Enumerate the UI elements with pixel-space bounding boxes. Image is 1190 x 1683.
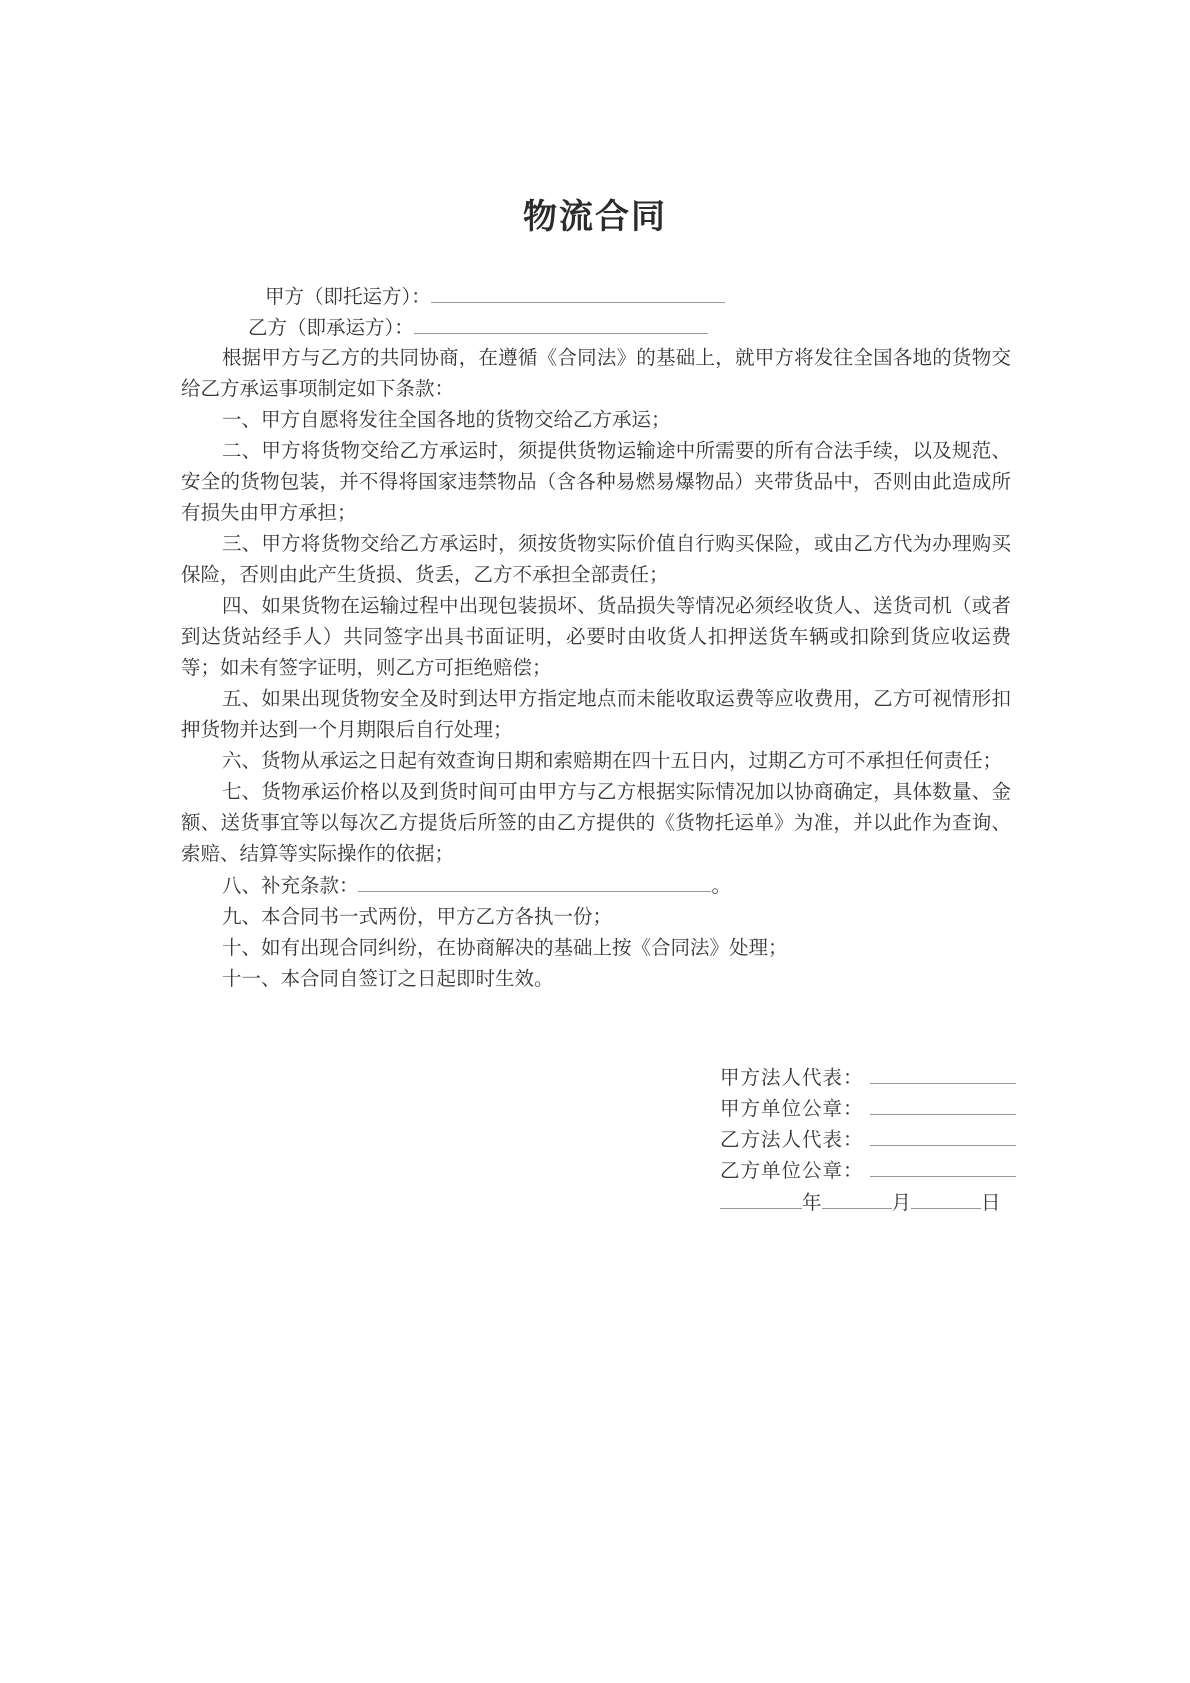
signature-row <box>720 1061 1016 1093</box>
year-field[interactable] <box>720 1186 802 1209</box>
clause-1: 一、甲方自愿将发往全国各地的货物交给乙方承运； <box>221 408 671 431</box>
clause-10: 十、如有出现合同纠纷，在协商解决的基础上按《合同法》处理； <box>221 936 788 959</box>
party-b-label: 乙方（即承运方）： <box>248 316 414 339</box>
contract-body <box>181 342 1011 994</box>
party-a-legal-rep-field[interactable] <box>870 1061 1016 1084</box>
signature-label: 乙方单位公章： <box>720 1159 864 1182</box>
signature-label: 乙方法人代表： <box>720 1128 864 1151</box>
clause-7: 七、货物承运价格以及到货时间可由甲方与乙方根据实际情况加以协商确定，具体数量、金额、送货事宜等以每次乙方提货后所签的由乙方提供的《货物托运单》为准，并以此作为查询、索赔、结算等实际操作的依据； <box>181 780 1011 865</box>
clause-2: 二、甲方将货物交给乙方承运时，须提供货物运输途中所需要的所有合法手续，以及规范、安全的货物包装，并不得将国家违禁物品（含各种易燃易爆物品）夹带货品中，否则由此造成所有损失由甲方承担； <box>181 439 1011 524</box>
preamble: 根据甲方与乙方的共同协商，在遵循《合同法》的基础上，就甲方将发往全国各地的货物交给乙方承运事项制定如下条款： <box>181 346 1011 400</box>
month-field[interactable] <box>822 1186 892 1209</box>
party-a-label: 甲方（即托运方）： <box>265 285 431 308</box>
party-b-row <box>248 311 708 342</box>
year-label: 年 <box>802 1191 822 1214</box>
clause-4: 四、如果货物在运输过程中出现包装损坏、货品损失等情况必须经收货人、送货司机（或者到达货站经手人）共同签字出具书面证明，必要时由收货人扣押送货车辆或扣除到货应收运费等；如未有签字证明，则乙方可拒绝赔偿； <box>181 594 1011 679</box>
party-b-legal-rep-field[interactable] <box>870 1123 1016 1146</box>
clause-3: 三、甲方将货物交给乙方承运时，须按货物实际价值自行购买保险，或由乙方代为办理购买保险，否则由此产生货损、货丢，乙方不承担全部责任； <box>181 532 1011 586</box>
clause-5: 五、如果出现货物安全及时到达甲方指定地点而未能收取运费等应收费用，乙方可视情形扣押货物并达到一个月期限后自行处理； <box>181 687 1011 741</box>
signature-row <box>720 1092 1016 1124</box>
clause-8-field[interactable] <box>358 869 711 892</box>
date-row <box>720 1186 1001 1218</box>
day-label: 日 <box>981 1191 1001 1214</box>
party-a-seal-field[interactable] <box>870 1092 1016 1115</box>
signature-label: 甲方法人代表： <box>720 1066 864 1089</box>
day-field[interactable] <box>911 1186 981 1209</box>
clause-8 <box>181 869 1011 901</box>
clause-6: 六、货物从承运之日起有效查询日期和索赔期在四十五日内，过期乙方可不承担任何责任； <box>221 749 1002 772</box>
signature-row <box>720 1123 1016 1155</box>
signature-row <box>720 1154 1016 1186</box>
party-b-seal-field[interactable] <box>870 1154 1016 1177</box>
party-b-field[interactable] <box>414 311 708 334</box>
clause-11: 十一、本合同自签订之日起即时生效。 <box>221 967 554 990</box>
clause-9: 九、本合同书一式两份，甲方乙方各执一份； <box>221 905 612 928</box>
signature-label: 甲方单位公章： <box>720 1097 864 1120</box>
party-a-row <box>265 280 725 311</box>
month-label: 月 <box>891 1191 912 1214</box>
document-title: 物流合同 <box>523 197 667 237</box>
party-a-field[interactable] <box>431 280 725 303</box>
clause-8-label: 八、补充条款： <box>221 874 359 897</box>
clause-8-end: 。 <box>711 874 731 897</box>
